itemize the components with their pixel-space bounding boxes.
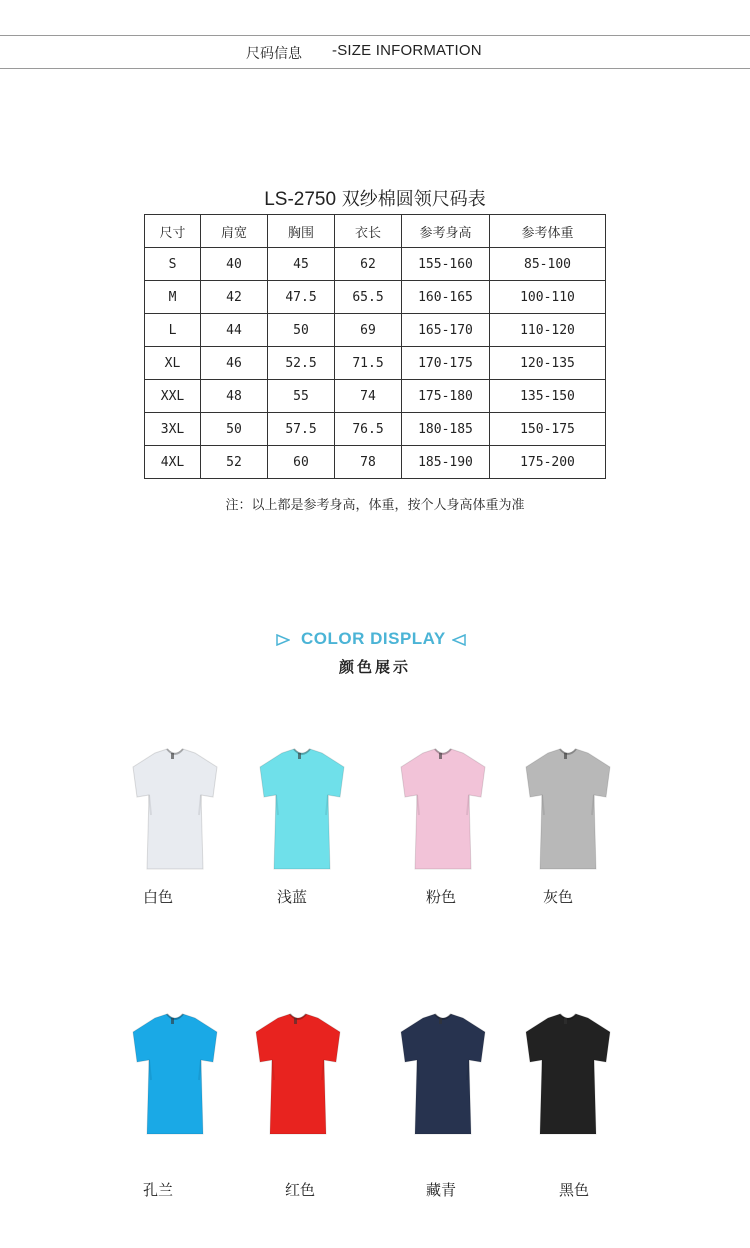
tshirt-swatch[interactable] xyxy=(393,1010,493,1140)
header-cell: 衣长 xyxy=(335,215,402,248)
tshirt-icon xyxy=(248,1010,348,1140)
color-label: 灰色 xyxy=(543,888,574,906)
header-cell: 肩宽 xyxy=(201,215,268,248)
tshirt-swatch[interactable] xyxy=(248,1010,348,1140)
color-label: 粉色 xyxy=(426,888,457,906)
table-cell: 100-110 xyxy=(490,281,606,314)
table-row xyxy=(145,281,606,314)
table-row xyxy=(145,314,606,347)
table-cell: 50 xyxy=(268,314,335,347)
size-table-body xyxy=(145,248,606,479)
size-table xyxy=(144,214,606,479)
table-cell: 65.5 xyxy=(335,281,402,314)
table-cell: 48 xyxy=(201,380,268,413)
table-row xyxy=(145,380,606,413)
table-cell: 150-175 xyxy=(490,413,606,446)
table-cell: S xyxy=(145,248,201,281)
tshirt-swatch[interactable] xyxy=(518,745,618,875)
arrow-right-icon xyxy=(276,634,290,646)
color-display-title-cn: 颜色展示 xyxy=(338,658,411,676)
size-note: 注：以上都是参考身高，体重，按个人身高体重为准 xyxy=(225,498,525,513)
table-row xyxy=(145,413,606,446)
table-cell: XXL xyxy=(145,380,201,413)
color-display-title-en: COLOR DISPLAY xyxy=(301,629,446,648)
table-row xyxy=(145,248,606,281)
table-cell: 185-190 xyxy=(402,446,490,479)
tshirt-icon xyxy=(125,1010,225,1140)
tshirt-icon xyxy=(393,745,493,875)
table-cell: 71.5 xyxy=(335,347,402,380)
table-cell: 160-165 xyxy=(402,281,490,314)
tshirt-icon xyxy=(252,745,352,875)
table-cell: 74 xyxy=(335,380,402,413)
table-cell: XL xyxy=(145,347,201,380)
table-cell: 57.5 xyxy=(268,413,335,446)
table-row xyxy=(145,347,606,380)
header-cell: 参考体重 xyxy=(490,215,606,248)
tshirt-icon xyxy=(125,745,225,875)
table-row xyxy=(145,446,606,479)
table-cell: 42 xyxy=(201,281,268,314)
tshirt-swatch[interactable] xyxy=(125,1010,225,1140)
color-label: 白色 xyxy=(143,888,174,906)
table-cell: 170-175 xyxy=(402,347,490,380)
header-top-divider xyxy=(0,35,750,36)
color-label: 红色 xyxy=(285,1181,316,1199)
table-cell: L xyxy=(145,314,201,347)
tshirt-swatch[interactable] xyxy=(252,745,352,875)
table-cell: 47.5 xyxy=(268,281,335,314)
table-cell: 52 xyxy=(201,446,268,479)
table-cell: 62 xyxy=(335,248,402,281)
table-cell: 4XL xyxy=(145,446,201,479)
table-cell: 155-160 xyxy=(402,248,490,281)
table-cell: 3XL xyxy=(145,413,201,446)
table-cell: 44 xyxy=(201,314,268,347)
table-cell: 78 xyxy=(335,446,402,479)
table-cell: 85-100 xyxy=(490,248,606,281)
table-cell: 175-200 xyxy=(490,446,606,479)
size-table-code: LS-2750 xyxy=(264,189,337,210)
tshirt-swatch[interactable] xyxy=(518,1010,618,1140)
tshirt-icon xyxy=(518,745,618,875)
section-header xyxy=(0,41,750,63)
arrow-left-icon xyxy=(452,634,466,646)
table-cell: 45 xyxy=(268,248,335,281)
header-cell: 尺寸 xyxy=(145,215,201,248)
table-cell: 46 xyxy=(201,347,268,380)
table-cell: 50 xyxy=(201,413,268,446)
table-cell: 110-120 xyxy=(490,314,606,347)
table-cell: 175-180 xyxy=(402,380,490,413)
tshirt-icon xyxy=(393,1010,493,1140)
header-title-cn: 尺码信息 xyxy=(246,46,302,62)
header-cell: 参考身高 xyxy=(402,215,490,248)
table-cell: 135-150 xyxy=(490,380,606,413)
size-table-title-text: 双纱棉圆领尺码表 xyxy=(341,189,486,210)
table-cell: 180-185 xyxy=(402,413,490,446)
size-table-header-row xyxy=(145,215,606,248)
table-cell: M xyxy=(145,281,201,314)
color-label: 藏青 xyxy=(426,1181,457,1199)
table-cell: 40 xyxy=(201,248,268,281)
size-table-title xyxy=(0,185,750,211)
tshirt-icon xyxy=(518,1010,618,1140)
table-cell: 76.5 xyxy=(335,413,402,446)
table-cell: 120-135 xyxy=(490,347,606,380)
table-cell: 60 xyxy=(268,446,335,479)
color-label: 浅蓝 xyxy=(277,888,308,906)
header-cell: 胸围 xyxy=(268,215,335,248)
table-cell: 165-170 xyxy=(402,314,490,347)
tshirt-swatch[interactable] xyxy=(125,745,225,875)
table-cell: 69 xyxy=(335,314,402,347)
tshirt-swatch[interactable] xyxy=(393,745,493,875)
table-cell: 52.5 xyxy=(268,347,335,380)
color-display-heading xyxy=(0,629,750,651)
color-label: 黑色 xyxy=(559,1181,590,1199)
header-bottom-divider xyxy=(0,68,750,69)
color-label: 孔兰 xyxy=(143,1181,174,1199)
header-title-en: -SIZE INFORMATION xyxy=(332,42,482,59)
table-cell: 55 xyxy=(268,380,335,413)
